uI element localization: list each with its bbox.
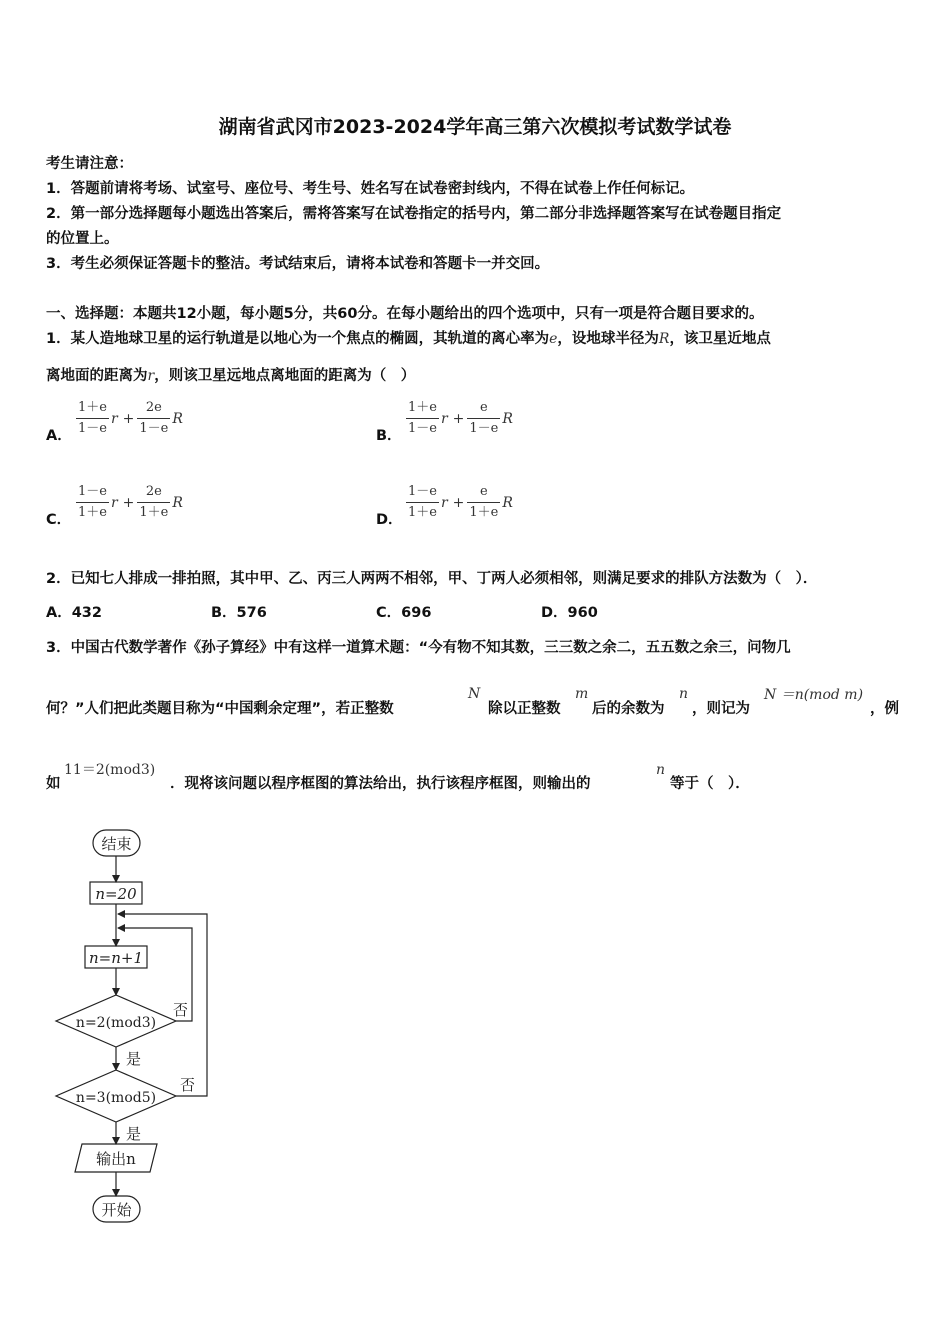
q1-text: ，设地球半径为 bbox=[557, 331, 659, 347]
fraction: $\frac{1+e}{1-e}$ bbox=[78, 400, 107, 436]
var-R: R bbox=[658, 331, 670, 347]
fraction: $\frac{1-e}{1+e}$ bbox=[408, 484, 437, 520]
flowchart-no-2-label: 否 bbox=[180, 1076, 196, 1094]
q1-text: ，则该卫星远地点离地面的距离为（ ） bbox=[154, 368, 416, 384]
var-N: N bbox=[468, 686, 481, 702]
notice-item-1: 1．答题前请将考场、试室号、座位号、考生号、姓名写在试卷密封线内，不得在试卷上作任何标记。 bbox=[46, 181, 695, 197]
q3-line-2e: ，例 bbox=[870, 701, 899, 717]
notation-example-2: 11＝2(mod3) bbox=[64, 762, 156, 778]
q3-line-3c: 等于（ ）． bbox=[670, 776, 750, 792]
var-n: n bbox=[656, 762, 666, 778]
q3-line-2b: 除以正整数 bbox=[488, 701, 561, 717]
flowchart-output-label: 输出n bbox=[96, 1150, 136, 1168]
fraction: $\frac{e}{1-e}$ bbox=[469, 400, 499, 436]
notice-item-2-cont: 的位置上。 bbox=[46, 231, 119, 247]
notice-item-2: 2．第一部分选择题每小题选出答案后，需将答案写在试卷指定的括号内，第二部分非选择题答案写在试卷题目指定 bbox=[46, 206, 782, 222]
flowchart-start-label: 开始 bbox=[101, 1201, 132, 1219]
var-n: n bbox=[679, 686, 689, 702]
var-m: m bbox=[575, 686, 589, 702]
q3-line-3a: 如 bbox=[46, 776, 61, 792]
flowchart-step-label: n=n+1 bbox=[88, 949, 144, 967]
notice-heading: 考生请注意： bbox=[46, 156, 133, 172]
q3-line-2c: 后的余数为 bbox=[592, 701, 665, 717]
q2-text: 2．已知七人排成一排拍照，其中甲、乙、丙三人两两不相邻，甲、丁两人必须相邻，则满足要求的排队方法数为（ ）． bbox=[46, 571, 818, 587]
q1-option-c-label: C． bbox=[46, 512, 72, 528]
flowchart-end-label: 结束 bbox=[101, 835, 132, 853]
q2-option-c: C．696 bbox=[376, 605, 432, 621]
fraction: $\frac{1+e}{1-e}$ bbox=[408, 400, 437, 436]
notation-example: N ＝n(mod m) bbox=[764, 687, 864, 703]
flowchart-yes-2-label: 是 bbox=[126, 1125, 142, 1143]
q2-option-a: A．432 bbox=[46, 605, 102, 621]
q1-option-c-expr: $\frac{1-e}{1+e}$ r + $\frac{2e}{1+e}$ R bbox=[76, 482, 185, 523]
q3-line-1: 3．中国古代数学著作《孙子算经》中有这样一道算术题：“今有物不知其数，三三数之余二，五五数之余三，问物几 bbox=[46, 640, 791, 656]
notice-item-3: 3．考生必须保证答题卡的整洁。考试结束后，请将本试卷和答题卡一并交回。 bbox=[46, 256, 550, 272]
flowchart-no-1-label: 否 bbox=[173, 1001, 189, 1019]
var-r: r bbox=[147, 368, 155, 384]
q1-text: ，该卫星近地点 bbox=[669, 331, 771, 347]
q1-option-a-expr: $\frac{1+e}{1-e}$ r + $\frac{2e}{1-e}$ R bbox=[76, 398, 185, 439]
q1-text: 1．某人造地球卫星的运行轨道是以地心为一个焦点的椭圆，其轨道的离心率为 bbox=[46, 331, 550, 347]
q2-option-d: D．960 bbox=[541, 605, 598, 621]
fraction: $\frac{e}{1+e}$ bbox=[469, 484, 499, 520]
q1-option-b-expr: $\frac{1+e}{1-e}$ r + $\frac{e}{1-e}$ R bbox=[406, 398, 515, 439]
fraction: $\frac{2e}{1-e}$ bbox=[139, 400, 169, 436]
fraction: $\frac{2e}{1+e}$ bbox=[139, 484, 169, 520]
section-heading: 一、选择题：本题共12小题，每小题5分，共60分。在每小题给出的四个选项中，只有一项是符合题目要求的。 bbox=[46, 306, 764, 322]
q3-line-3b: ．现将该问题以程序框图的算法给出，执行该程序框图，则输出的 bbox=[170, 776, 591, 792]
q3-line-2d: ，则记为 bbox=[692, 701, 750, 717]
q2-option-b: B．576 bbox=[211, 605, 267, 621]
flowchart-cond-2-label: n=3(mod5) bbox=[75, 1090, 157, 1106]
q1-text: 离地面的距离为 bbox=[46, 368, 148, 384]
q1-option-b-label: B． bbox=[376, 428, 402, 444]
flowchart-init-label: n=20 bbox=[95, 885, 137, 903]
fraction: $\frac{1-e}{1+e}$ bbox=[78, 484, 107, 520]
var-e: e bbox=[549, 331, 558, 347]
q3-line-2a: 何？”人们把此类题目称为“中国剩余定理”，若正整数 bbox=[46, 701, 394, 717]
page-title: 湖南省武冈市2023-2024学年高三第六次模拟考试数学试卷 bbox=[218, 116, 732, 138]
q1-option-d-expr: $\frac{1-e}{1+e}$ r + $\frac{e}{1+e}$ R bbox=[406, 482, 515, 523]
flowchart-cond-1-label: n=2(mod3) bbox=[75, 1015, 157, 1031]
q1-option-d-label: D． bbox=[376, 512, 403, 528]
flowchart-yes-1-label: 是 bbox=[126, 1050, 142, 1068]
q1-option-a-label: A． bbox=[46, 428, 72, 444]
flowchart-loop-no-2 bbox=[118, 914, 207, 1096]
